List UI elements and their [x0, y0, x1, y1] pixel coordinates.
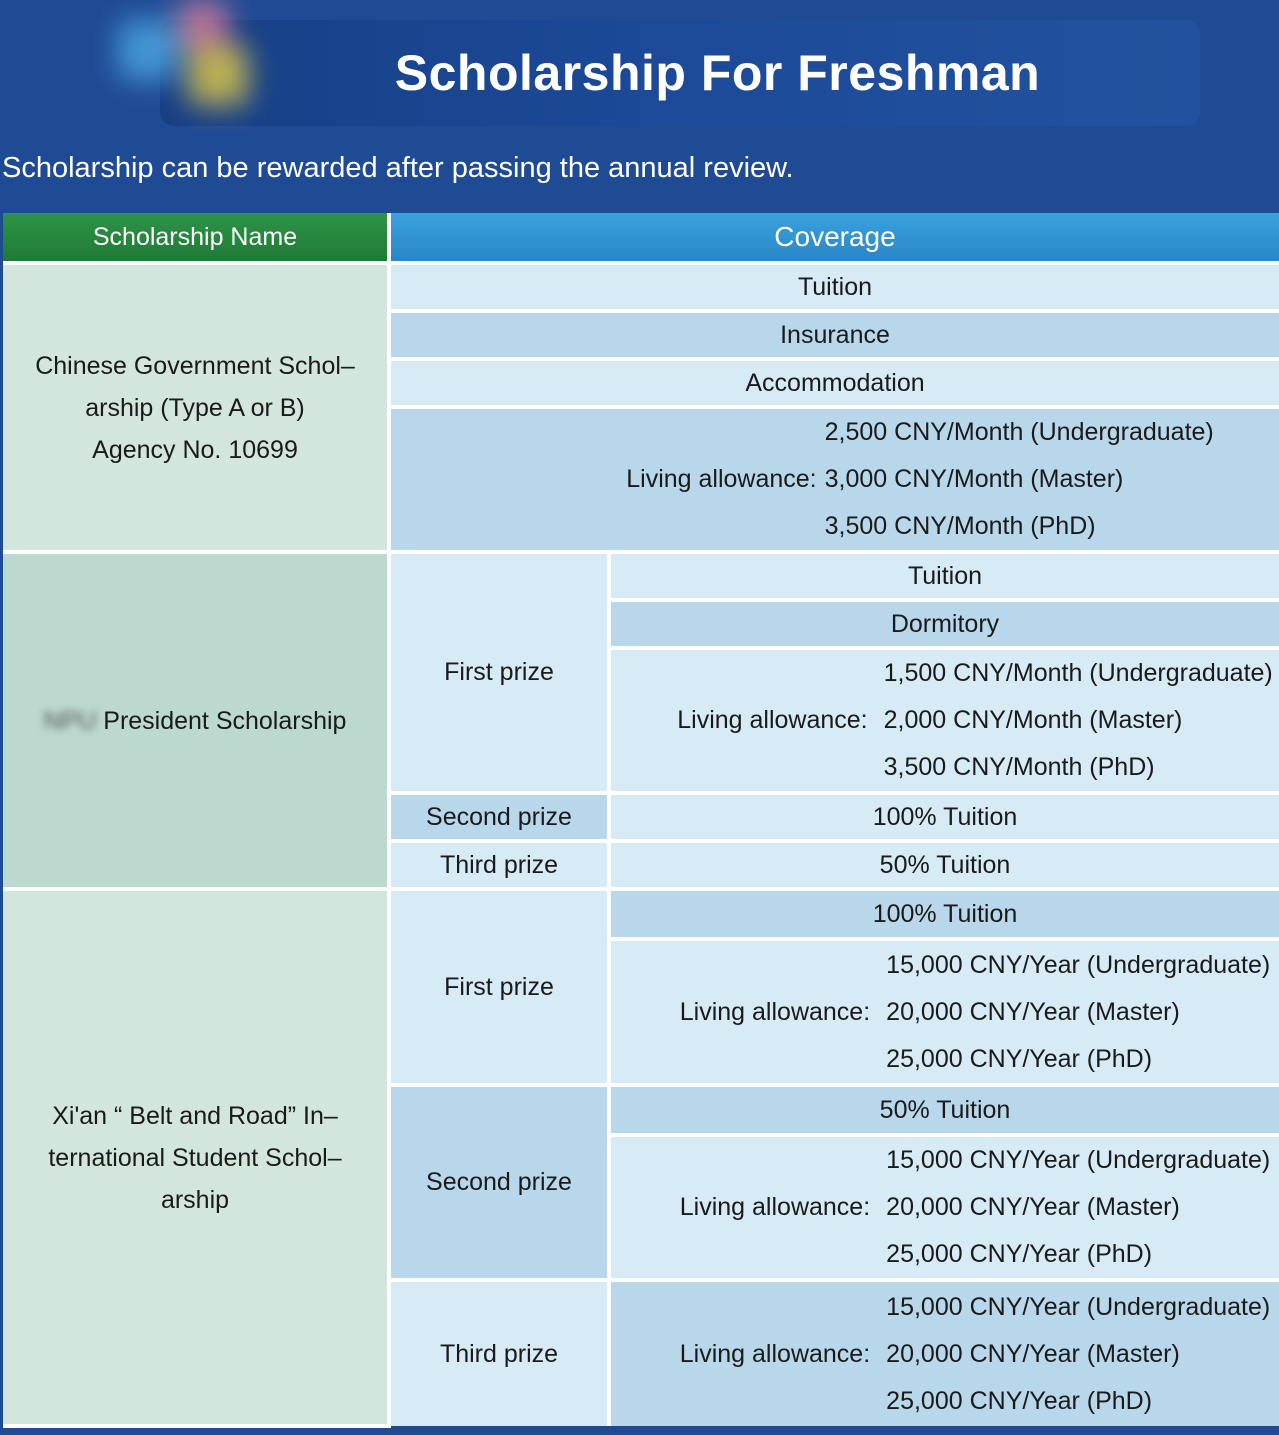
living-allowance-label: Living allowance: [626, 465, 817, 493]
president-first-living-allowance: Living allowance: 1,500 CNY/Month (Undergraduate) 2,000 CNY/Month (Master) 3,500 CNY/Month (PhD) [609, 648, 1279, 793]
blurred-prefix: NPU [43, 706, 97, 735]
president-third-prize: Third prize [389, 841, 609, 889]
csc-accommodation: Accommodation [389, 359, 1279, 407]
president-first-dormitory: Dormitory [609, 600, 1279, 648]
living-allowance-label: Living allowance: [679, 1339, 871, 1368]
belt-third-living-allowance: Living allowance: 15,000 CNY/Year (Undergraduate) 20,000 CNY/Year (Master) 25,000 CNY/Year (PhD) [609, 1280, 1279, 1426]
belt-second-prize: Second prize [389, 1085, 609, 1280]
president-first-prize: First prize [389, 552, 609, 793]
csc-living-allowance: Living allowance: 2,500 CNY/Month (Undergraduate) 3,000 CNY/Month (Master) 3,500 CNY/Month (PhD) [389, 407, 1279, 552]
president-third-coverage: 50% Tuition [609, 841, 1279, 889]
president-second-prize: Second prize [389, 793, 609, 841]
page-title: Scholarship For Freshman [394, 45, 1041, 101]
belt-second-living-allowance: Living allowance: 15,000 CNY/Year (Undergraduate) 20,000 CNY/Year (Master) 25,000 CNY/Year (PhD) [609, 1135, 1279, 1280]
president-first-tuition: Tuition [609, 552, 1279, 600]
column-header-coverage: Coverage [389, 213, 1279, 263]
president-second-coverage: 100% Tuition [609, 793, 1279, 841]
scholarship-name-csc: Chinese Government Schol– arship (Type A or B) Agency No. 10699 [3, 263, 389, 552]
scholarship-table [3, 213, 1279, 1428]
belt-second-tuition: 50% Tuition [609, 1085, 1279, 1135]
csc-insurance: Insurance [389, 311, 1279, 359]
csc-tuition: Tuition [389, 263, 1279, 311]
living-allowance-label: Living allowance: [679, 997, 871, 1026]
living-allowance-label: Living allowance: [677, 706, 868, 734]
belt-third-prize: Third prize [389, 1280, 609, 1426]
belt-first-prize: First prize [389, 889, 609, 1085]
scholarship-name-president: NPU President Scholarship [3, 552, 389, 889]
column-header-scholarship-name: Scholarship Name [3, 213, 389, 263]
living-allowance-label: Living allowance: [679, 1193, 871, 1221]
scholarship-name-belt-and-road: Xi'an “ Belt and Road” In– ternational Student Schol– arship [3, 889, 389, 1426]
page-subtitle: Scholarship can be rewarded after passing the annual review. [2, 152, 794, 184]
belt-first-tuition: 100% Tuition [609, 889, 1279, 939]
belt-first-living-allowance: Living allowance: 15,000 CNY/Year (Undergraduate) 20,000 CNY/Year (Master) 25,000 CNY/Year (PhD) [609, 939, 1279, 1085]
